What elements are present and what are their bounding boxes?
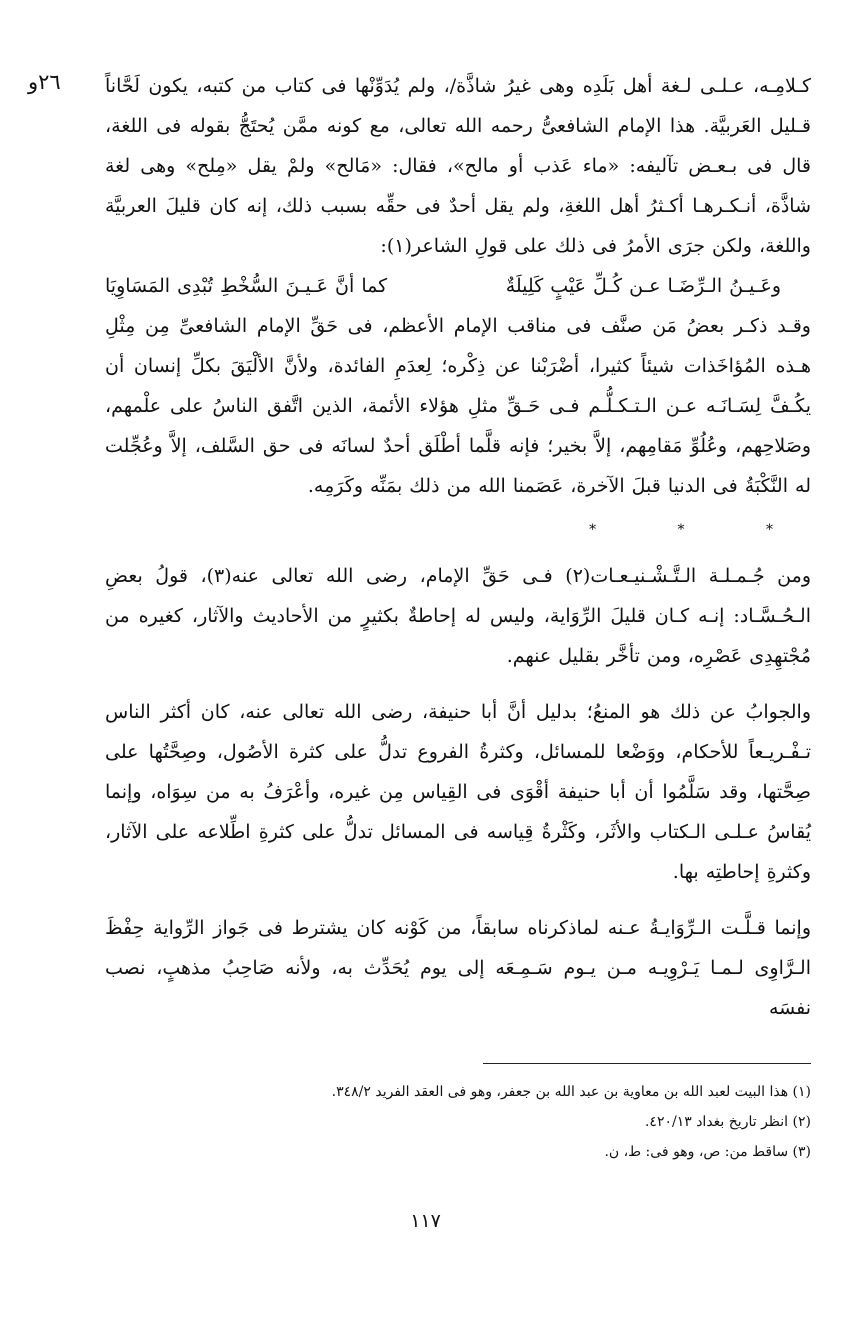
footnote-1: (١) هذا البيت لعبد الله بن معاوية بن عبد الله بن جعفر، وهو فى العقد الفريد ٣٤٨/٢. xyxy=(331,1084,811,1100)
paragraph-4: والجوابُ عن ذلك هو المنعُ؛ بدليل أنَّ أبا حنيفة، رضى الله تعالى عنه، كان أكثر الناس تـفْـريـعاً للأحكام، ووَضْعا للمسائل، وكثرةُ الفروع تدلُّ على كثرة الأصُول، وصِحَّتُها على صِحَّتها، وقد سَلَّمُوا أن أبا حنيفة أقْوَى فى القِياس مِن غيره، وأعْرَفُ به من سِوَاه، وإنما يُقاسُ عـلـى الـكتاب والأثَر، وكَثْرةُ قِياسه فى المسائل تدلُّ على كثرةِ اطِّلاعه على الآثار، وكثرةِ إحاطتِه بها. xyxy=(105,701,811,883)
footnotes xyxy=(105,1078,811,1168)
poetry-verse xyxy=(105,266,811,306)
footnote-2: (٢) انظر تاريخ بغداد ٤٢٠/١٣. xyxy=(644,1114,811,1130)
section-separator: * * * xyxy=(589,522,811,538)
main-text xyxy=(105,66,811,1028)
paragraph-3: ومن جُـمـلـة الـتَّـشْـنيـعـات(٢) فـى حَقِّ الإمام، رضى الله تعالى عنه(٣)، قولُ بعضِ الـحُـسَّـاد: إنـه كـان قليلَ الرِّوَاية، وليس له إحاطةٌ بكثيرٍ من الأحاديث والآثار، كغيره من مُجْتهِدِى عَصْرِه، ومن تأخَّر بقليل عنهم. xyxy=(105,565,811,667)
manuscript-folio-note: ٢٦و xyxy=(28,70,61,94)
verse-second-hemistich: كما أنَّ عَـيـنَ السُّخْطِ تُبْدِى المَسَاوِيَا xyxy=(105,275,388,297)
footnote-3: (٣) ساقط من: ص، وهو فى: ط، ن. xyxy=(604,1144,811,1160)
paragraph-5: وإنما قـلَّـت الـرِّوَايـةُ عـنه لماذكرناه سابقاً، من كَوْنه كان يشترط فى جَواز الرِّواية حِفْظَ الـرَّاوِى لـمـا يَـرْوِيـه مـن يـوم سَـمِـعَه إلى يوم يُحَدِّث به، ولأنه صَاحِبُ مذهبٍ، نصب نفسَه xyxy=(105,917,811,1019)
page-number: ١١٧ xyxy=(410,1210,441,1232)
paragraph-1: كـلامِـه، عـلـى لـغة أهل بَلَدِه وهى غيرُ شاذَّة/، ولم يُدَوِّنْها فى كتاب من كتبه، يكون لَحَّاناً قـليل العَربيَّة. هذا الإمام الشافعىُّ رحمه الله تعالى، مع كونه ممَّن يُحتَجُّ بقوله فى اللغة، قال فى بـعـض تآليفه: «ماء عَذب أو مالح»، فقال: «مَالح» ولمْ يقل «مِلح» وهى لغة شاذَّة، أنـكـرهـا أكـثرُ أهل اللغةِ، ولم يقل أحدٌ فى حقِّه بسبب ذلك، إنه كان قليلَ العربيَّة واللغة، ولكن جرَى الأمرُ فى ذلك على قولِ الشاعر(١): xyxy=(105,75,811,257)
paragraph-2: وقـد ذكـر بعضُ مَن صنَّف فى مناقب الإمام الأعظم، فى حَقِّ الإمام الشافعىِّ مِن مِثْلِ هـذه المُؤاخَذات شيئاً كثيرا، أضْرَبْنا عن ذِكْره؛ لِعدَمِ الفائدة، ولأنَّ الألْيَقَ بكلِّ إنسان أن يكُـفَّ لِسَـانَـه عـن الـتـكـلُّـم فـى حَـقِّ مثلِ هؤلاء الأئمة، الذين اتَّفق الناسُ على علْمهم، وصَلاحِهم، وعُلُوِّ مَقامِهم، إلاَّ بخير؛ فإنه قلَّما أطْلَق أحدٌ لسانَه فى حق السَّلف، إلاَّ وعُجِّلت له النَّكْبَةُ فى الدنيا قبلَ الآخرة، عَصَمنا الله من ذلك بمَنِّه وكَرَمِه. xyxy=(105,315,811,497)
footnote-divider xyxy=(483,1063,811,1064)
verse-first-hemistich: وعَـيـنُ الـرِّضَـا عـن كُـلِّ عَيْبٍ كَلِيلَةٌ xyxy=(505,275,781,297)
